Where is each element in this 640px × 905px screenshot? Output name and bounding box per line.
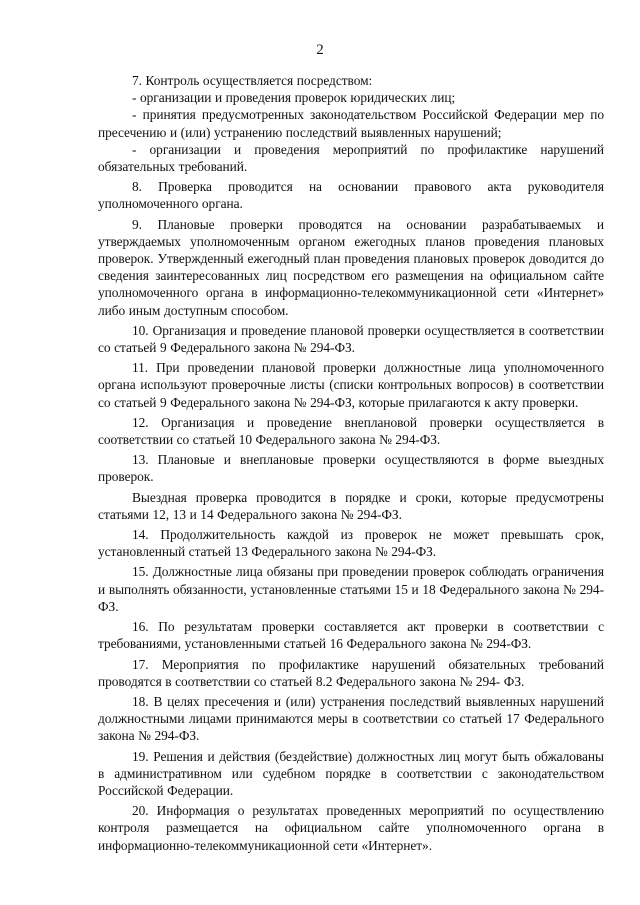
paragraph-20: 20. Информация о результатах проведенных мероприятий по осуществлению контроля размещается на официальном сайте уполномоченного органа в информационно-телекоммуникационной сети «Интернет». xyxy=(98,803,604,853)
list-item-inspections: - организации и проведения проверок юридических лиц; xyxy=(132,90,456,106)
paragraph-9: 9. Плановые проверки проводятся на основании разрабатываемых и утверждаемых уполномоченным органом ежегодных планов проведения плановых проверок. Утвержденный ежегодный план проведения плановых проверок доводится до сведения заинтересованных лиц посредством его размещения на официальном сайте уполномоченного органа в информационно-телекоммуникационной сети «Интернет» либо иным доступным способом. xyxy=(98,216,604,318)
paragraph-13-field-inspection: Выездная проверка проводится в порядке и сроки, которые предусмотрены статьями 12, 13 и 14 Федерального закона № 294-ФЗ. xyxy=(98,489,604,522)
paragraph-13: 13. Плановые и внеплановые проверки осуществляются в форме выездных проверок. xyxy=(98,452,604,485)
paragraph-16: 16. По результатам проверки составляется акт проверки в соответствии с требованиями, установленными статьей 16 Федерального закона № 294-ФЗ. xyxy=(98,619,604,652)
paragraph-15: 15. Должностные лица обязаны при проведении проверок соблюдать ограничения и выполнять обязанности, установленные статьями 15 и 18 Федерального закона № 294-ФЗ. xyxy=(98,564,604,614)
paragraph-7: 7. Контроль осуществляется посредством: xyxy=(132,73,373,88)
page-number: 2 xyxy=(316,42,324,58)
paragraph-11: 11. При проведении плановой проверки должностные лица уполномоченного органа используют проверочные листы (списки контрольных вопросов) в соответствии со статьей 9 Федерального закона № 294-ФЗ, которые прилагаются к акту проверки. xyxy=(98,360,604,410)
paragraph-17: 17. Мероприятия по профилактике нарушений обязательных требований проводятся в соответствии со статьей 8.2 Федерального закона № 294- ФЗ. xyxy=(98,656,604,689)
paragraph-12: 12. Организация и проведение внеплановой проверки осуществляется в соответствии со статьей 10 Федерального закона № 294-ФЗ. xyxy=(98,414,604,448)
paragraph-10: 10. Организация и проведение плановой проверки осуществляется в соответствии со статьей 9 Федерального закона № 294-ФЗ. xyxy=(98,322,604,356)
list-item-measures: - принятия предусмотренных законодательством Российской Федерации мер по пресечению и (или) устранению последствий выявленных нарушений; xyxy=(98,107,604,140)
paragraph-14: 14. Продолжительность каждой из проверок не может превышать срок, установленный статьей 13 Федерального закона № 294-ФЗ. xyxy=(98,527,604,560)
list-item-prevention: - организации и проведения мероприятий по профилактике нарушений обязательных требований. xyxy=(98,141,604,175)
paragraph-19: 19. Решения и действия (бездействие) должностных лиц могут быть обжалованы в административном или судебном порядке в соответствии с законодательством Российской Федерации. xyxy=(98,748,604,798)
paragraph-18: 18. В целях пресечения и (или) устранения последствий выявленных нарушений должностными лицами принимаются меры в соответствии со статьей 17 Федерального закона № 294-ФЗ. xyxy=(98,693,604,744)
document-body xyxy=(98,72,604,854)
paragraph-8: 8. Проверка проводится на основании правового акта руководителя уполномоченного органа. xyxy=(98,179,604,212)
